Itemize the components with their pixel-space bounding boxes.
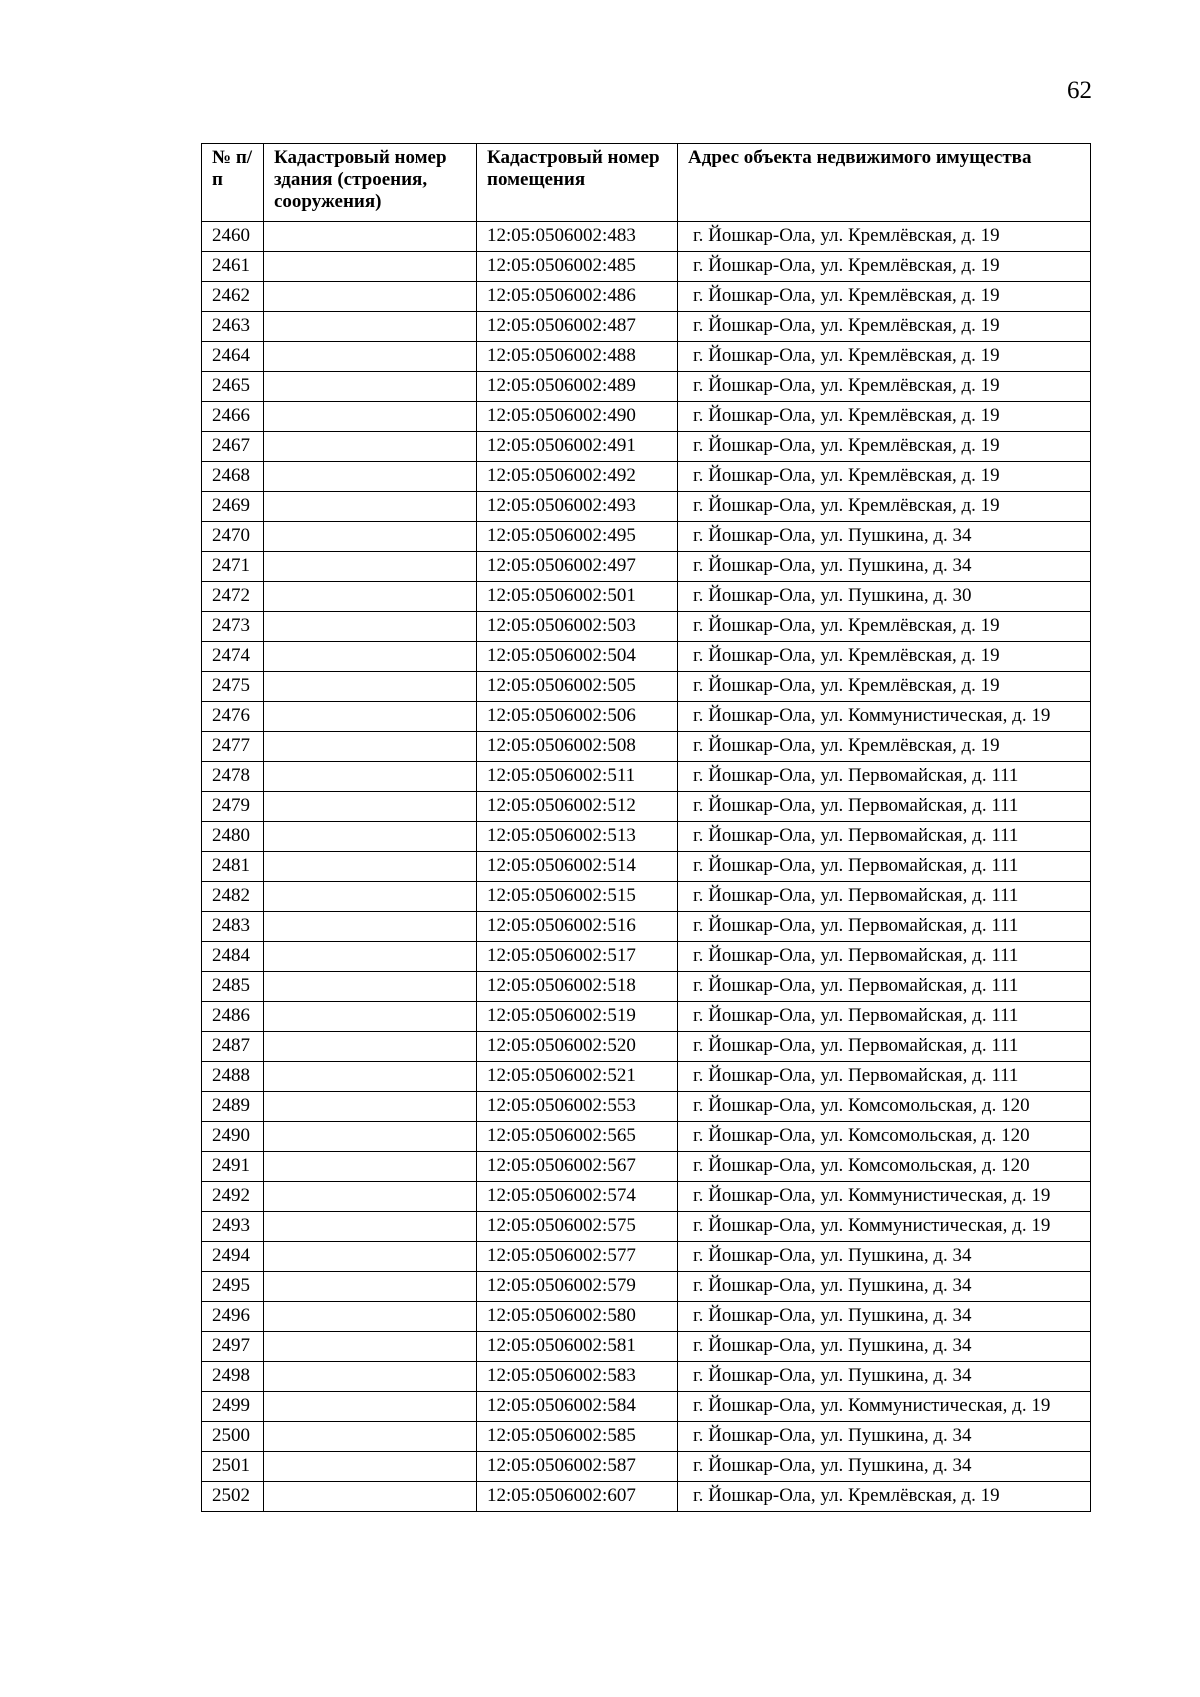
table-row bbox=[202, 1122, 1091, 1152]
building-cadastral-cell bbox=[264, 942, 477, 972]
table-row bbox=[202, 762, 1091, 792]
table-row bbox=[202, 1002, 1091, 1032]
address-cell: г. Йошкар-Ола, ул. Кремлёвская, д. 19 bbox=[678, 252, 1091, 282]
table-row bbox=[202, 612, 1091, 642]
row-number-cell: 2464 bbox=[202, 342, 264, 372]
row-number-cell: 2465 bbox=[202, 372, 264, 402]
row-number-cell: 2468 bbox=[202, 462, 264, 492]
premises-cadastral-cell: 12:05:0506002:565 bbox=[477, 1122, 678, 1152]
row-number-cell: 2483 bbox=[202, 912, 264, 942]
premises-cadastral-cell: 12:05:0506002:511 bbox=[477, 762, 678, 792]
table-row bbox=[202, 552, 1091, 582]
address-cell: г. Йошкар-Ола, ул. Кремлёвская, д. 19 bbox=[678, 672, 1091, 702]
table-row bbox=[202, 792, 1091, 822]
row-number-cell: 2474 bbox=[202, 642, 264, 672]
address-cell: г. Йошкар-Ола, ул. Первомайская, д. 111 bbox=[678, 792, 1091, 822]
address-cell: г. Йошкар-Ола, ул. Первомайская, д. 111 bbox=[678, 942, 1091, 972]
premises-cadastral-cell: 12:05:0506002:487 bbox=[477, 312, 678, 342]
address-cell: г. Йошкар-Ола, ул. Коммунистическая, д. 19 bbox=[678, 1392, 1091, 1422]
address-cell: г. Йошкар-Ола, ул. Первомайская, д. 111 bbox=[678, 1032, 1091, 1062]
address-cell: г. Йошкар-Ола, ул. Коммунистическая, д. 19 bbox=[678, 702, 1091, 732]
row-number-cell: 2493 bbox=[202, 1212, 264, 1242]
address-cell: г. Йошкар-Ола, ул. Пушкина, д. 34 bbox=[678, 1422, 1091, 1452]
premises-cadastral-cell: 12:05:0506002:567 bbox=[477, 1152, 678, 1182]
row-number-cell: 2496 bbox=[202, 1302, 264, 1332]
building-cadastral-cell bbox=[264, 1332, 477, 1362]
address-cell: г. Йошкар-Ола, ул. Кремлёвская, д. 19 bbox=[678, 402, 1091, 432]
address-cell: г. Йошкар-Ола, ул. Первомайская, д. 111 bbox=[678, 762, 1091, 792]
building-cadastral-cell bbox=[264, 312, 477, 342]
row-number-cell: 2478 bbox=[202, 762, 264, 792]
table-row bbox=[202, 252, 1091, 282]
address-cell: г. Йошкар-Ола, ул. Кремлёвская, д. 19 bbox=[678, 462, 1091, 492]
premises-cadastral-cell: 12:05:0506002:583 bbox=[477, 1362, 678, 1392]
building-cadastral-cell bbox=[264, 342, 477, 372]
address-cell: г. Йошкар-Ола, ул. Кремлёвская, д. 19 bbox=[678, 342, 1091, 372]
premises-cadastral-cell: 12:05:0506002:577 bbox=[477, 1242, 678, 1272]
row-number-cell: 2495 bbox=[202, 1272, 264, 1302]
address-cell: г. Йошкар-Ола, ул. Комсомольская, д. 120 bbox=[678, 1092, 1091, 1122]
premises-cadastral-cell: 12:05:0506002:505 bbox=[477, 672, 678, 702]
building-cadastral-cell bbox=[264, 702, 477, 732]
table-row bbox=[202, 582, 1091, 612]
row-number-cell: 2461 bbox=[202, 252, 264, 282]
building-cadastral-cell bbox=[264, 522, 477, 552]
premises-cadastral-cell: 12:05:0506002:580 bbox=[477, 1302, 678, 1332]
building-cadastral-cell bbox=[264, 912, 477, 942]
table-row bbox=[202, 1482, 1091, 1512]
premises-cadastral-cell: 12:05:0506002:489 bbox=[477, 372, 678, 402]
address-cell: г. Йошкар-Ола, ул. Пушкина, д. 30 bbox=[678, 582, 1091, 612]
table-row bbox=[202, 432, 1091, 462]
premises-cadastral-cell: 12:05:0506002:584 bbox=[477, 1392, 678, 1422]
premises-cadastral-cell: 12:05:0506002:517 bbox=[477, 942, 678, 972]
building-cadastral-cell bbox=[264, 1452, 477, 1482]
table-row bbox=[202, 492, 1091, 522]
building-cadastral-cell bbox=[264, 1062, 477, 1092]
building-cadastral-cell bbox=[264, 1122, 477, 1152]
row-number-cell: 2482 bbox=[202, 882, 264, 912]
building-cadastral-cell bbox=[264, 882, 477, 912]
address-cell: г. Йошкар-Ола, ул. Коммунистическая, д. 19 bbox=[678, 1182, 1091, 1212]
table-header bbox=[202, 144, 1091, 222]
row-number-cell: 2500 bbox=[202, 1422, 264, 1452]
building-cadastral-cell bbox=[264, 1392, 477, 1422]
row-number-cell: 2499 bbox=[202, 1392, 264, 1422]
table-row bbox=[202, 1212, 1091, 1242]
table-row bbox=[202, 822, 1091, 852]
table-row bbox=[202, 402, 1091, 432]
header-row bbox=[202, 144, 1091, 222]
building-cadastral-cell bbox=[264, 252, 477, 282]
building-cadastral-cell bbox=[264, 612, 477, 642]
row-number-cell: 2462 bbox=[202, 282, 264, 312]
building-cadastral-cell bbox=[264, 1302, 477, 1332]
table-row bbox=[202, 642, 1091, 672]
building-cadastral-cell bbox=[264, 1002, 477, 1032]
building-cadastral-cell bbox=[264, 282, 477, 312]
row-number-cell: 2460 bbox=[202, 222, 264, 252]
table-row bbox=[202, 342, 1091, 372]
table-row bbox=[202, 1302, 1091, 1332]
building-cadastral-cell bbox=[264, 642, 477, 672]
address-cell: г. Йошкар-Ола, ул. Первомайская, д. 111 bbox=[678, 1062, 1091, 1092]
address-cell: г. Йошкар-Ола, ул. Кремлёвская, д. 19 bbox=[678, 282, 1091, 312]
premises-cadastral-cell: 12:05:0506002:585 bbox=[477, 1422, 678, 1452]
address-cell: г. Йошкар-Ола, ул. Кремлёвская, д. 19 bbox=[678, 222, 1091, 252]
building-cadastral-cell bbox=[264, 402, 477, 432]
premises-cadastral-cell: 12:05:0506002:503 bbox=[477, 612, 678, 642]
row-number-cell: 2488 bbox=[202, 1062, 264, 1092]
row-number-cell: 2469 bbox=[202, 492, 264, 522]
address-cell: г. Йошкар-Ола, ул. Кремлёвская, д. 19 bbox=[678, 432, 1091, 462]
address-cell: г. Йошкар-Ола, ул. Первомайская, д. 111 bbox=[678, 882, 1091, 912]
table-row bbox=[202, 972, 1091, 1002]
premises-cadastral-cell: 12:05:0506002:587 bbox=[477, 1452, 678, 1482]
row-number-cell: 2490 bbox=[202, 1122, 264, 1152]
address-cell: г. Йошкар-Ола, ул. Первомайская, д. 111 bbox=[678, 912, 1091, 942]
building-cadastral-cell bbox=[264, 1272, 477, 1302]
address-cell: г. Йошкар-Ола, ул. Пушкина, д. 34 bbox=[678, 1272, 1091, 1302]
table-row bbox=[202, 1092, 1091, 1122]
table-row bbox=[202, 942, 1091, 972]
building-cadastral-cell bbox=[264, 582, 477, 612]
row-number-cell: 2502 bbox=[202, 1482, 264, 1512]
table-row bbox=[202, 462, 1091, 492]
building-cadastral-cell bbox=[264, 762, 477, 792]
address-cell: г. Йошкар-Ола, ул. Первомайская, д. 111 bbox=[678, 972, 1091, 1002]
building-cadastral-cell bbox=[264, 1032, 477, 1062]
premises-cadastral-cell: 12:05:0506002:516 bbox=[477, 912, 678, 942]
premises-cadastral-cell: 12:05:0506002:497 bbox=[477, 552, 678, 582]
header-building-cadastral-number: Кадастровый номер здания (строения, сооружения) bbox=[264, 144, 477, 222]
address-cell: г. Йошкар-Ола, ул. Кремлёвская, д. 19 bbox=[678, 1482, 1091, 1512]
building-cadastral-cell bbox=[264, 672, 477, 702]
premises-cadastral-cell: 12:05:0506002:483 bbox=[477, 222, 678, 252]
table-row bbox=[202, 672, 1091, 702]
row-number-cell: 2494 bbox=[202, 1242, 264, 1272]
table-body bbox=[202, 222, 1091, 1512]
premises-cadastral-cell: 12:05:0506002:495 bbox=[477, 522, 678, 552]
premises-cadastral-cell: 12:05:0506002:581 bbox=[477, 1332, 678, 1362]
header-row-number: № п/п bbox=[202, 144, 264, 222]
address-cell: г. Йошкар-Ола, ул. Пушкина, д. 34 bbox=[678, 1332, 1091, 1362]
address-cell: г. Йошкар-Ола, ул. Пушкина, д. 34 bbox=[678, 1302, 1091, 1332]
row-number-cell: 2486 bbox=[202, 1002, 264, 1032]
building-cadastral-cell bbox=[264, 552, 477, 582]
address-cell: г. Йошкар-Ола, ул. Пушкина, д. 34 bbox=[678, 552, 1091, 582]
row-number-cell: 2463 bbox=[202, 312, 264, 342]
table-row bbox=[202, 732, 1091, 762]
premises-cadastral-cell: 12:05:0506002:553 bbox=[477, 1092, 678, 1122]
address-cell: г. Йошкар-Ола, ул. Первомайская, д. 111 bbox=[678, 1002, 1091, 1032]
row-number-cell: 2467 bbox=[202, 432, 264, 462]
building-cadastral-cell bbox=[264, 1212, 477, 1242]
address-cell: г. Йошкар-Ола, ул. Кремлёвская, д. 19 bbox=[678, 372, 1091, 402]
row-number-cell: 2485 bbox=[202, 972, 264, 1002]
table-row bbox=[202, 1422, 1091, 1452]
table-row bbox=[202, 912, 1091, 942]
premises-cadastral-cell: 12:05:0506002:518 bbox=[477, 972, 678, 1002]
address-cell: г. Йошкар-Ола, ул. Первомайская, д. 111 bbox=[678, 852, 1091, 882]
row-number-cell: 2476 bbox=[202, 702, 264, 732]
table-row bbox=[202, 1242, 1091, 1272]
row-number-cell: 2470 bbox=[202, 522, 264, 552]
building-cadastral-cell bbox=[264, 732, 477, 762]
table-row bbox=[202, 1062, 1091, 1092]
building-cadastral-cell bbox=[264, 1422, 477, 1452]
building-cadastral-cell bbox=[264, 852, 477, 882]
row-number-cell: 2497 bbox=[202, 1332, 264, 1362]
address-cell: г. Йошкар-Ола, ул. Пушкина, д. 34 bbox=[678, 1242, 1091, 1272]
table-row bbox=[202, 372, 1091, 402]
building-cadastral-cell bbox=[264, 792, 477, 822]
premises-cadastral-cell: 12:05:0506002:488 bbox=[477, 342, 678, 372]
building-cadastral-cell bbox=[264, 972, 477, 1002]
table-row bbox=[202, 522, 1091, 552]
table-row bbox=[202, 222, 1091, 252]
table-row bbox=[202, 282, 1091, 312]
address-cell: г. Йошкар-Ола, ул. Первомайская, д. 111 bbox=[678, 822, 1091, 852]
building-cadastral-cell bbox=[264, 1092, 477, 1122]
premises-cadastral-cell: 12:05:0506002:520 bbox=[477, 1032, 678, 1062]
row-number-cell: 2472 bbox=[202, 582, 264, 612]
premises-cadastral-cell: 12:05:0506002:491 bbox=[477, 432, 678, 462]
table-row bbox=[202, 702, 1091, 732]
premises-cadastral-cell: 12:05:0506002:514 bbox=[477, 852, 678, 882]
row-number-cell: 2492 bbox=[202, 1182, 264, 1212]
header-premises-cadastral-number: Кадастровый номер помещения bbox=[477, 144, 678, 222]
building-cadastral-cell bbox=[264, 1362, 477, 1392]
address-cell: г. Йошкар-Ола, ул. Пушкина, д. 34 bbox=[678, 1452, 1091, 1482]
address-cell: г. Йошкар-Ола, ул. Кремлёвская, д. 19 bbox=[678, 492, 1091, 522]
row-number-cell: 2473 bbox=[202, 612, 264, 642]
row-number-cell: 2489 bbox=[202, 1092, 264, 1122]
table-row bbox=[202, 1452, 1091, 1482]
building-cadastral-cell bbox=[264, 432, 477, 462]
row-number-cell: 2498 bbox=[202, 1362, 264, 1392]
row-number-cell: 2471 bbox=[202, 552, 264, 582]
address-cell: г. Йошкар-Ола, ул. Пушкина, д. 34 bbox=[678, 1362, 1091, 1392]
row-number-cell: 2487 bbox=[202, 1032, 264, 1062]
building-cadastral-cell bbox=[264, 372, 477, 402]
table-row bbox=[202, 1272, 1091, 1302]
building-cadastral-cell bbox=[264, 492, 477, 522]
header-address: Адрес объекта недвижимого имущества bbox=[678, 144, 1091, 222]
premises-cadastral-cell: 12:05:0506002:492 bbox=[477, 462, 678, 492]
premises-cadastral-cell: 12:05:0506002:485 bbox=[477, 252, 678, 282]
property-registry-table bbox=[201, 143, 1091, 1512]
table-row bbox=[202, 1152, 1091, 1182]
premises-cadastral-cell: 12:05:0506002:579 bbox=[477, 1272, 678, 1302]
address-cell: г. Йошкар-Ола, ул. Кремлёвская, д. 19 bbox=[678, 312, 1091, 342]
address-cell: г. Йошкар-Ола, ул. Комсомольская, д. 120 bbox=[678, 1152, 1091, 1182]
building-cadastral-cell bbox=[264, 222, 477, 252]
address-cell: г. Йошкар-Ола, ул. Кремлёвская, д. 19 bbox=[678, 732, 1091, 762]
row-number-cell: 2479 bbox=[202, 792, 264, 822]
premises-cadastral-cell: 12:05:0506002:607 bbox=[477, 1482, 678, 1512]
premises-cadastral-cell: 12:05:0506002:519 bbox=[477, 1002, 678, 1032]
row-number-cell: 2481 bbox=[202, 852, 264, 882]
row-number-cell: 2491 bbox=[202, 1152, 264, 1182]
premises-cadastral-cell: 12:05:0506002:504 bbox=[477, 642, 678, 672]
building-cadastral-cell bbox=[264, 822, 477, 852]
premises-cadastral-cell: 12:05:0506002:575 bbox=[477, 1212, 678, 1242]
row-number-cell: 2480 bbox=[202, 822, 264, 852]
premises-cadastral-cell: 12:05:0506002:508 bbox=[477, 732, 678, 762]
table-row bbox=[202, 312, 1091, 342]
building-cadastral-cell bbox=[264, 1182, 477, 1212]
building-cadastral-cell bbox=[264, 1152, 477, 1182]
row-number-cell: 2466 bbox=[202, 402, 264, 432]
table-row bbox=[202, 1392, 1091, 1422]
address-cell: г. Йошкар-Ола, ул. Коммунистическая, д. 19 bbox=[678, 1212, 1091, 1242]
table-row bbox=[202, 1332, 1091, 1362]
table-row bbox=[202, 1032, 1091, 1062]
table-row bbox=[202, 1362, 1091, 1392]
address-cell: г. Йошкар-Ола, ул. Кремлёвская, д. 19 bbox=[678, 642, 1091, 672]
row-number-cell: 2475 bbox=[202, 672, 264, 702]
row-number-cell: 2484 bbox=[202, 942, 264, 972]
premises-cadastral-cell: 12:05:0506002:506 bbox=[477, 702, 678, 732]
premises-cadastral-cell: 12:05:0506002:513 bbox=[477, 822, 678, 852]
building-cadastral-cell bbox=[264, 1482, 477, 1512]
premises-cadastral-cell: 12:05:0506002:515 bbox=[477, 882, 678, 912]
table-row bbox=[202, 882, 1091, 912]
premises-cadastral-cell: 12:05:0506002:490 bbox=[477, 402, 678, 432]
building-cadastral-cell bbox=[264, 1242, 477, 1272]
premises-cadastral-cell: 12:05:0506002:493 bbox=[477, 492, 678, 522]
building-cadastral-cell bbox=[264, 462, 477, 492]
premises-cadastral-cell: 12:05:0506002:501 bbox=[477, 582, 678, 612]
table-row bbox=[202, 1182, 1091, 1212]
row-number-cell: 2501 bbox=[202, 1452, 264, 1482]
page-number: 62 bbox=[1067, 77, 1092, 104]
table-row bbox=[202, 852, 1091, 882]
premises-cadastral-cell: 12:05:0506002:521 bbox=[477, 1062, 678, 1092]
premises-cadastral-cell: 12:05:0506002:512 bbox=[477, 792, 678, 822]
premises-cadastral-cell: 12:05:0506002:486 bbox=[477, 282, 678, 312]
address-cell: г. Йошкар-Ола, ул. Комсомольская, д. 120 bbox=[678, 1122, 1091, 1152]
premises-cadastral-cell: 12:05:0506002:574 bbox=[477, 1182, 678, 1212]
address-cell: г. Йошкар-Ола, ул. Кремлёвская, д. 19 bbox=[678, 612, 1091, 642]
address-cell: г. Йошкар-Ола, ул. Пушкина, д. 34 bbox=[678, 522, 1091, 552]
row-number-cell: 2477 bbox=[202, 732, 264, 762]
